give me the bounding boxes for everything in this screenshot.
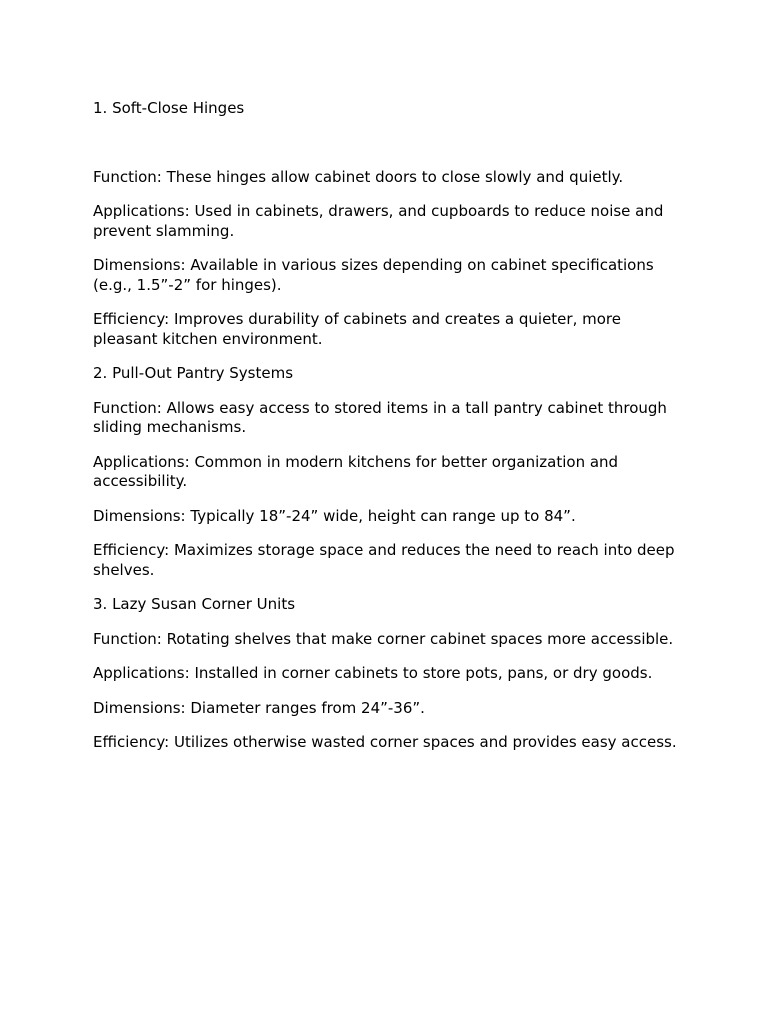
- section-1-heading: 1. Soft-Close Hinges: [93, 99, 245, 117]
- section-2-dimensions: Dimensions: Typically 18”-24” wide, height can range up to 84”.: [93, 506, 576, 525]
- section-3-applications: Applications: Installed in corner cabinets to store pots, pans, or dry goods.: [93, 664, 653, 682]
- section-1-function: Function: These hinges allow cabinet doors to close slowly and quietly.: [93, 167, 624, 186]
- section-3-dimensions: Dimensions: Diameter ranges from 24”-36”.: [93, 698, 425, 717]
- section-2-heading: 2. Pull-Out Pantry Systems: [93, 364, 294, 382]
- document-page: [93, 99, 683, 768]
- section-1-efficiency: Efficiency: Improves durability of cabinets and creates a quieter, more pleasant kitchen environment.: [93, 310, 621, 348]
- section-2-applications: Applications: Common in modern kitchens for better organization and accessibility.: [93, 452, 619, 490]
- section-1-applications: Applications: Used in cabinets, drawers, and cupboards to reduce noise and prevent slamming.: [93, 202, 664, 240]
- section-2-efficiency: Efficiency: Maximizes storage space and reduces the need to reach into deep shelves.: [93, 541, 675, 579]
- section-2-function: Function: Allows easy access to stored items in a tall pantry cabinet through sliding mechanisms.: [93, 398, 667, 436]
- section-3-heading: 3. Lazy Susan Corner Units: [93, 595, 296, 613]
- section-3-efficiency: Efficiency: Utilizes otherwise wasted corner spaces and provides easy access.: [93, 733, 677, 751]
- section-3-function: Function: Rotating shelves that make corner cabinet spaces more accessible.: [93, 629, 674, 648]
- section-1-dimensions: Dimensions: Available in various sizes depending on cabinet specifications (e.g., 1.5”-2” for hinges).: [93, 256, 654, 294]
